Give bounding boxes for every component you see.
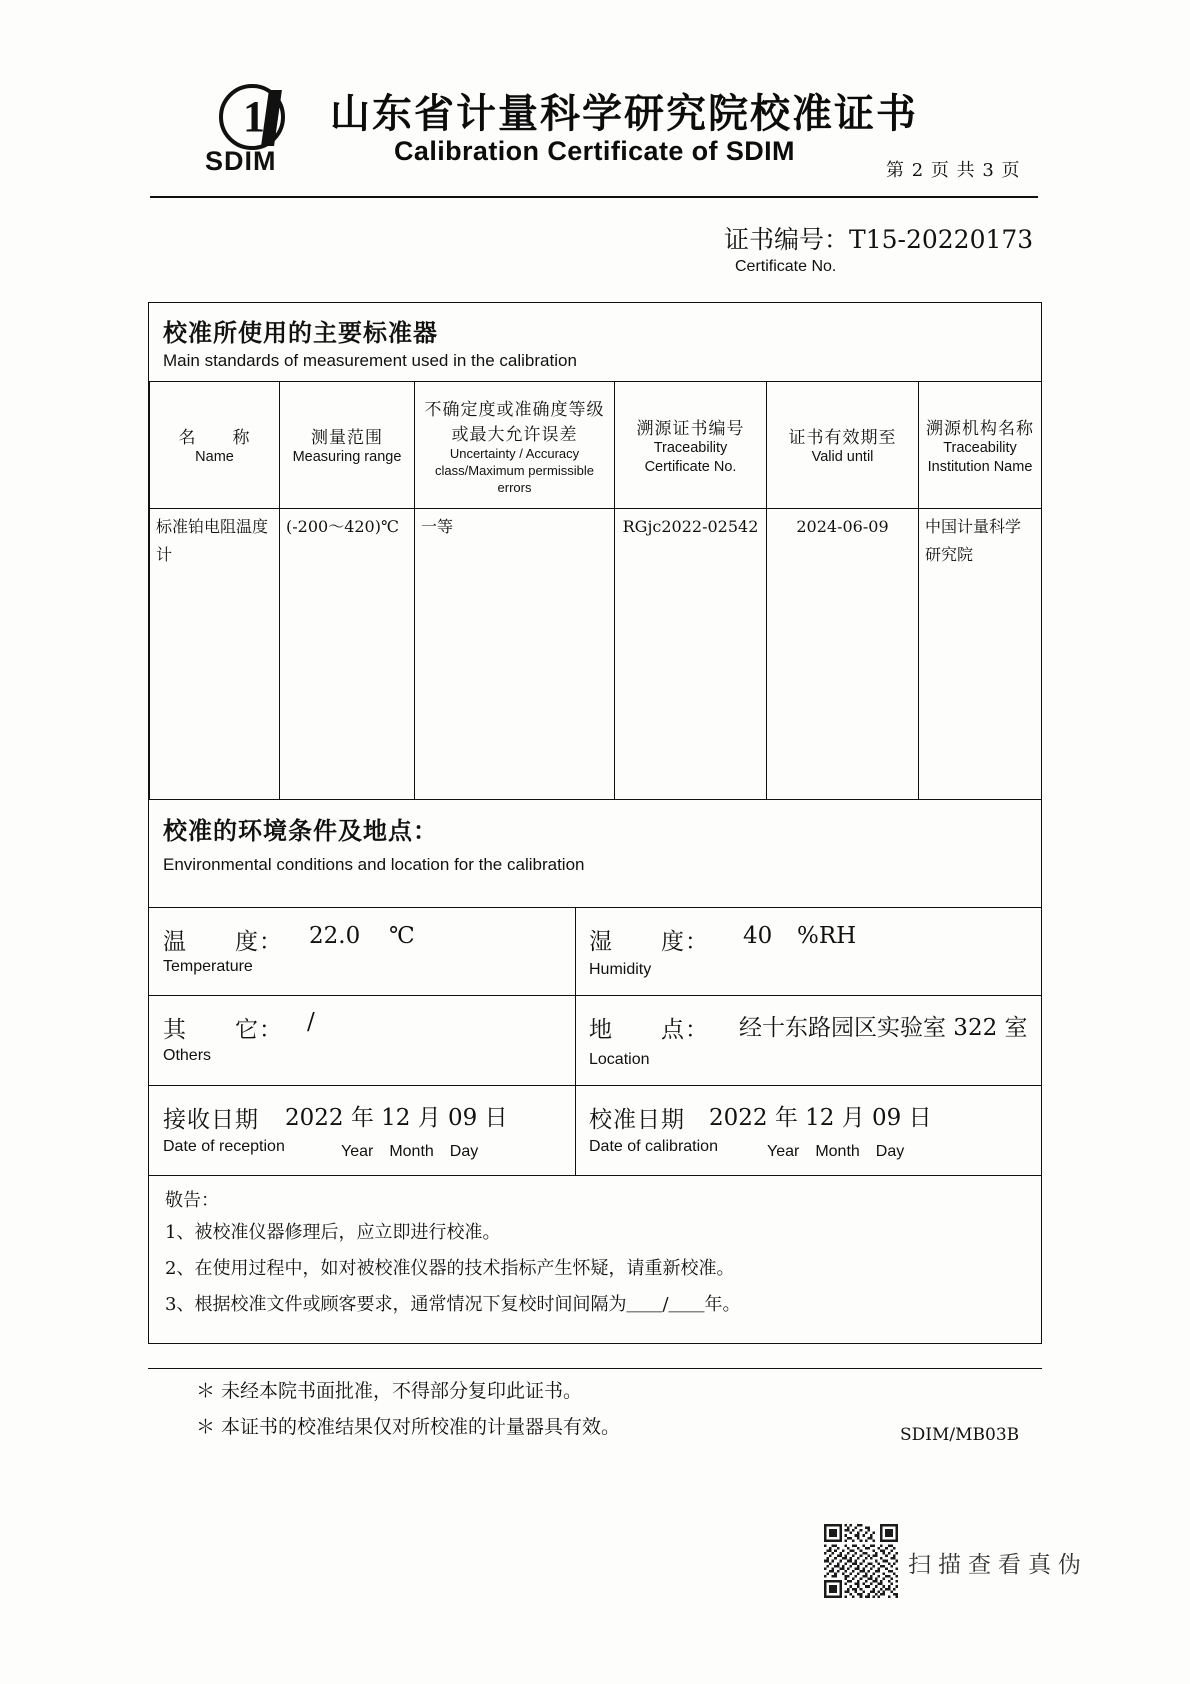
certificate-number-label: 证书编号：	[724, 225, 850, 254]
document-header	[150, 82, 1050, 192]
environment-section-title-en: Environmental conditions and location for the calibration	[163, 855, 585, 874]
humidity-value: 40	[743, 923, 773, 949]
footer-divider	[148, 1368, 1042, 1369]
temperature-unit: ℃	[389, 923, 415, 949]
divider-dates	[149, 1175, 1041, 1176]
humidity-label-cn: 湿 度：	[589, 929, 709, 955]
notice-title: 敬告：	[165, 1190, 219, 1211]
calibration-ymd-en: Year Month Day	[767, 1143, 905, 1160]
temperature-value: 22.0	[309, 923, 361, 949]
main-content-frame	[148, 302, 1042, 1344]
standards-section-title-en: Main standards of measurement used in the calibration	[163, 351, 577, 370]
col-valid-until: 证书有效期至 Valid until	[767, 382, 919, 509]
divider-env-top	[149, 907, 1041, 908]
divider-vertical-env	[575, 907, 576, 1175]
calibration-label-en: Date of calibration	[589, 1138, 718, 1155]
notice-item-2: 2、在使用过程中，如对被校准仪器的技术指标产生怀疑，请重新校准。	[165, 1258, 735, 1279]
col-institution: 溯源机构名称 Traceability Institution Name	[919, 382, 1042, 509]
header-divider	[150, 196, 1038, 198]
certificate-number-value: T15-20220173	[849, 225, 1034, 254]
certificate-number-line	[724, 220, 1033, 256]
cell-valid-until: 2024-06-09	[767, 509, 919, 800]
col-measuring-range: 测量范围 Measuring range	[280, 382, 415, 509]
table-row	[150, 509, 1042, 800]
cell-name: 标准铂电阻温度计	[150, 509, 280, 800]
divider-others-location	[149, 1085, 1041, 1086]
table-header-row	[150, 382, 1042, 509]
calibration-value: 2022 年 12 月 09 日	[709, 1105, 932, 1131]
cell-uncertainty: 一等	[415, 509, 615, 800]
reception-ymd-en: Year Month Day	[341, 1143, 479, 1160]
others-label-cn: 其 它：	[163, 1017, 283, 1043]
temperature-label-cn: 温 度：	[163, 929, 283, 955]
footer-note-1: ＊ 未经本院书面批准，不得部分复印此证书。	[196, 1380, 583, 1402]
notice-item-3: 3、根据校准文件或顾客要求，通常情况下复校时间间隔为＿＿/＿＿年。	[165, 1294, 741, 1315]
col-name: 名 称 Name	[150, 382, 280, 509]
reception-label-en: Date of reception	[163, 1138, 285, 1155]
logo-text: SDIM	[205, 146, 277, 176]
qr-code-icon	[824, 1524, 898, 1598]
temperature-label-en: Temperature	[163, 958, 253, 975]
divider-temp-humidity	[149, 995, 1041, 996]
notice-item-1: 1、被校准仪器修理后，应立即进行校准。	[165, 1222, 501, 1243]
page-title-cn: 山东省计量科学研究院校准证书	[330, 90, 918, 137]
others-label-en: Others	[163, 1047, 212, 1064]
qr-caption: 扫描查看真伪	[908, 1552, 1088, 1578]
cell-institution: 中国计量科学研究院	[919, 509, 1042, 800]
col-uncertainty: 不确定度或准确度等级或最大允许误差 Uncertainty / Accuracy class/Maximum permissible errors	[415, 382, 615, 509]
document-code: SDIM/MB03B	[900, 1425, 1020, 1445]
location-label-cn: 地 点：	[589, 1017, 709, 1043]
col-traceability-cert-no: 溯源证书编号 Traceability Certificate No.	[615, 382, 767, 509]
environment-section-title-cn: 校准的环境条件及地点：	[163, 816, 438, 845]
page-number: 第 2 页 共 3 页	[886, 160, 1021, 181]
cell-range: (-200～420)℃	[280, 509, 415, 800]
standards-table	[149, 381, 1042, 800]
sdim-logo	[205, 84, 310, 176]
others-value: /	[307, 1009, 315, 1035]
humidity-label-en: Humidity	[589, 961, 652, 978]
page-title-en: Calibration Certificate of SDIM	[394, 136, 795, 166]
reception-value: 2022 年 12 月 09 日	[285, 1105, 508, 1131]
logo-numeral-icon: 1	[243, 92, 265, 141]
calibration-label-cn: 校准日期	[589, 1107, 685, 1133]
location-value: 经十东路园区实验室 322 室	[739, 1015, 1028, 1041]
humidity-unit: %RH	[797, 923, 857, 949]
certificate-number-label-en: Certificate No.	[735, 258, 837, 275]
standards-section-title-cn: 校准所使用的主要标准器	[163, 318, 438, 347]
location-label-en: Location	[589, 1051, 650, 1068]
reception-label-cn: 接收日期	[163, 1107, 259, 1133]
footer-note-2: ＊ 本证书的校准结果仅对所校准的计量器具有效。	[196, 1416, 621, 1438]
cell-trace-cert-no: RGjc2022-02542	[615, 509, 767, 800]
